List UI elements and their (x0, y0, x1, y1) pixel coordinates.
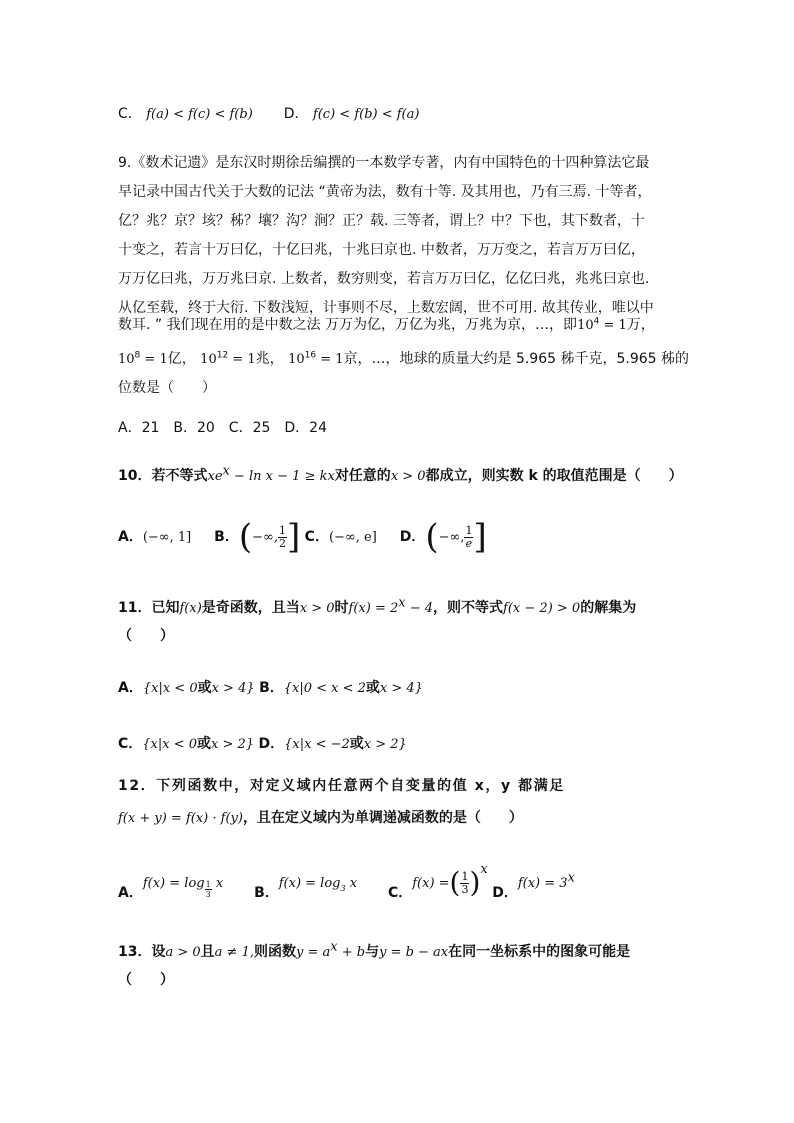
power-base: 10 (200, 352, 217, 367)
q9-line-1: 9.《数术记遗》是东汉时期徐岳编撰的一本数学专著，内有中国特色的十四种算法它最 (118, 155, 650, 171)
q12-c-label: C． (387, 885, 413, 901)
power-eq: = 1 (316, 352, 344, 367)
q13-mid3: 与 (365, 944, 380, 960)
q11-stem (118, 595, 637, 619)
q10-a-value: (−∞, 1] (142, 530, 192, 545)
q12-c-expr: f(x) = (412, 876, 450, 891)
q11-options-cd (118, 734, 407, 755)
q10-mid: 对任意的 (334, 468, 391, 484)
power-exp: 4 (593, 316, 600, 327)
q8-c-label: C． (118, 106, 142, 122)
unit-jing-text: 京，…，地球的质量大约是 5.965 秭千克，5.965 秭的 (343, 351, 690, 367)
q12-a-sub-frac (205, 880, 212, 899)
q11-c-set1: {x|x < 0 (142, 737, 198, 752)
q10-prefix: 10．若不等式 (118, 468, 208, 484)
q12-suffix: ，且在定义域内为单调递减函数的是（ ） (242, 810, 523, 826)
frac-denominator: 3 (205, 890, 211, 899)
power-eq: = 1 (599, 318, 627, 333)
q11-ineq: f(x − 2) > 0 (503, 601, 581, 616)
frac-denominator: e (465, 536, 473, 550)
bracket-close: ] (286, 517, 301, 557)
q11-d-set2: x > 2} (363, 737, 407, 752)
q10-b-frac (278, 525, 287, 550)
unit-zhao: 兆， (255, 351, 284, 367)
bracket-close: ] (473, 517, 487, 557)
q12-b-label: B． (254, 885, 279, 901)
q11-c-label: C． (118, 736, 143, 752)
q12-a-tail: x (211, 876, 224, 891)
q9-line-2: 早记录中国古代关于大数的记法 “黄帝为法，数有十等. 及其用也，乃有三焉. 十等者， (118, 184, 652, 200)
q13-f2: y = b − ax (379, 945, 449, 960)
bracket-open: ( (425, 517, 439, 557)
q11-a-label: A． (118, 680, 143, 696)
frac-numerator: 1 (461, 869, 469, 883)
q11-a-set1: {x|x < 0 (142, 681, 198, 696)
q12-d-expr: f(x) = 3 (517, 876, 568, 891)
frac-numerator: 1 (465, 523, 473, 537)
q11-b-set2: x > 4} (379, 681, 423, 696)
q11-d-or: 或 (349, 736, 364, 752)
q10-suffix: 都成立，则实数 k 的取值范围是（ ） (425, 468, 683, 484)
q11-b-set1: {x|0 < x < 2 (283, 681, 366, 696)
q10-d-frac (464, 525, 473, 550)
paren-close: ) (469, 866, 481, 899)
power-eq: = 1 (228, 352, 256, 367)
q10-cond: x > 0 (390, 469, 426, 484)
q11-fx: f(x) (179, 601, 202, 616)
q9-line-9: 位数是（ ） (118, 380, 216, 396)
power-exp: 16 (304, 350, 317, 361)
frac-numerator: 1 (205, 880, 211, 889)
power-exp: 12 (216, 350, 229, 361)
unit-wan: 万， (626, 317, 655, 333)
q13-f1: y = a (295, 945, 331, 960)
q11-c-or: 或 (197, 736, 212, 752)
q10-c-value: (−∞, e] (328, 530, 377, 545)
q10-ineq-base: xe (207, 469, 223, 484)
power-base: 10 (118, 352, 135, 367)
q8-c-expr: f(a) < f(c) < f(b) (146, 107, 253, 122)
q11-b-or: 或 (365, 680, 380, 696)
q10-stem (118, 463, 683, 487)
q9-line-7 (118, 310, 655, 341)
q8-options-cd (118, 104, 419, 125)
q13-cond2: a ≠ 1, (214, 945, 254, 960)
q11-a-set2: x > 4} (211, 681, 255, 696)
q8-d-expr: f(c) < f(b) < f(a) (312, 107, 420, 122)
q11-a-or: 或 (197, 680, 212, 696)
q11-d-set1: {x|x < −2 (284, 737, 350, 752)
q13-line-2: （ ） (118, 972, 174, 988)
q8-d-label: D． (283, 106, 309, 122)
q12-c-frac (460, 871, 469, 896)
q10-d-label: D． (399, 529, 426, 545)
q11-suffix: 的解集为 (580, 600, 637, 616)
q13-f1-rest: + b (337, 945, 366, 960)
q9-options: A．21 B．20 C．25 D．24 (118, 420, 327, 436)
q11-options-ab (118, 678, 423, 699)
q10-c-label: C． (304, 529, 329, 545)
q12-c-exp: x (480, 862, 488, 877)
frac-denominator: 3 (461, 882, 469, 896)
q13-stem (118, 939, 631, 963)
q11-mid2: 时 (334, 600, 349, 616)
q12-a-label: A． (118, 885, 143, 901)
frac-numerator: 1 (278, 523, 286, 537)
q11-def-exp: x (398, 595, 406, 611)
q13-mid1: 且 (200, 944, 215, 960)
q11-def-rest: − 4 (405, 601, 434, 616)
power-base: 10 (288, 352, 305, 367)
q13-suffix: 在同一坐标系中的图象可能是 (448, 944, 631, 960)
q12-b-expr: f(x) = log (278, 876, 341, 891)
q11-mid1: 是奇函数，且当 (201, 600, 300, 616)
q9-line-8 (118, 348, 689, 371)
q12-b-sub: 3 (340, 883, 346, 893)
q11-prefix: 11．已知 (118, 600, 180, 616)
bracket-open: ( (238, 517, 253, 557)
q11-mid3: ，则不等式 (433, 600, 504, 616)
power-base: 10 (577, 318, 594, 333)
q9-line-6: 从亿至载，终于大衍. 下数浅短，计事则不尽，上数宏阔，世不可用. 故其传业，唯以中 (118, 300, 654, 316)
q13-prefix: 13．设 (118, 944, 166, 960)
q12-d-label: D． (492, 885, 518, 901)
q11-c-set2: x > 2} (211, 737, 255, 752)
q9-line-4: 十变之，若言十万曰亿，十亿曰兆，十兆曰京也. 中数者，万万变之，若言万万曰亿， (118, 242, 645, 258)
power-eq: = 1 (140, 352, 168, 367)
q11-cond: x > 0 (299, 601, 335, 616)
q10-b-label: B． (214, 529, 239, 545)
q13-cond1: a > 0 (165, 945, 201, 960)
q11-line-2: （ ） (118, 628, 174, 644)
q10-ineq-exp: x (222, 463, 230, 479)
q11-b-label: B． (259, 680, 284, 696)
q13-mid2: 则函数 (253, 944, 296, 960)
q9-line-3: 亿？兆？京？垓？秭？壤？沟？涧？正？载. 三等者，谓上？中？下也，其下数者，十 (118, 213, 645, 229)
q10-b-left: −∞, (252, 530, 278, 545)
q10-options (118, 514, 487, 560)
q12-line-2 (118, 808, 523, 829)
frac-denominator: 2 (278, 536, 286, 550)
q12-a-expr: f(x) = log (142, 876, 205, 891)
q9-line-7-text: 数耳. ” 我们现在用的是中数之法 万万为亿，万亿为兆，万兆为京，…，即 (118, 317, 578, 333)
q11-d-label: D． (258, 736, 285, 752)
q13-f1-exp: x (330, 939, 338, 955)
q12-line-1: 12．下列函数中，对定义域内任意两个自变量的值 x，y 都满足 (118, 778, 565, 794)
paren-open: ( (449, 866, 461, 899)
q10-d-left: −∞, (438, 530, 465, 545)
q9-line-5: 万万亿曰兆，万万兆曰京. 上数者，数穷则变，若言万万曰亿，亿亿曰兆，兆兆曰京也. (118, 271, 650, 287)
q12-options (118, 860, 575, 906)
unit-yi: 亿， (167, 351, 196, 367)
power-exp: 8 (134, 350, 141, 361)
q12-b-tail: x (345, 876, 358, 891)
q12-eq: f(x + y) = f(x) · f(y) (118, 811, 243, 826)
q10-ineq-rest: − ln x − 1 ≥ kx (229, 469, 335, 484)
q10-a-label: A． (118, 529, 143, 545)
q12-d-exp: x (567, 870, 575, 886)
q11-def: f(x) = 2 (348, 601, 399, 616)
